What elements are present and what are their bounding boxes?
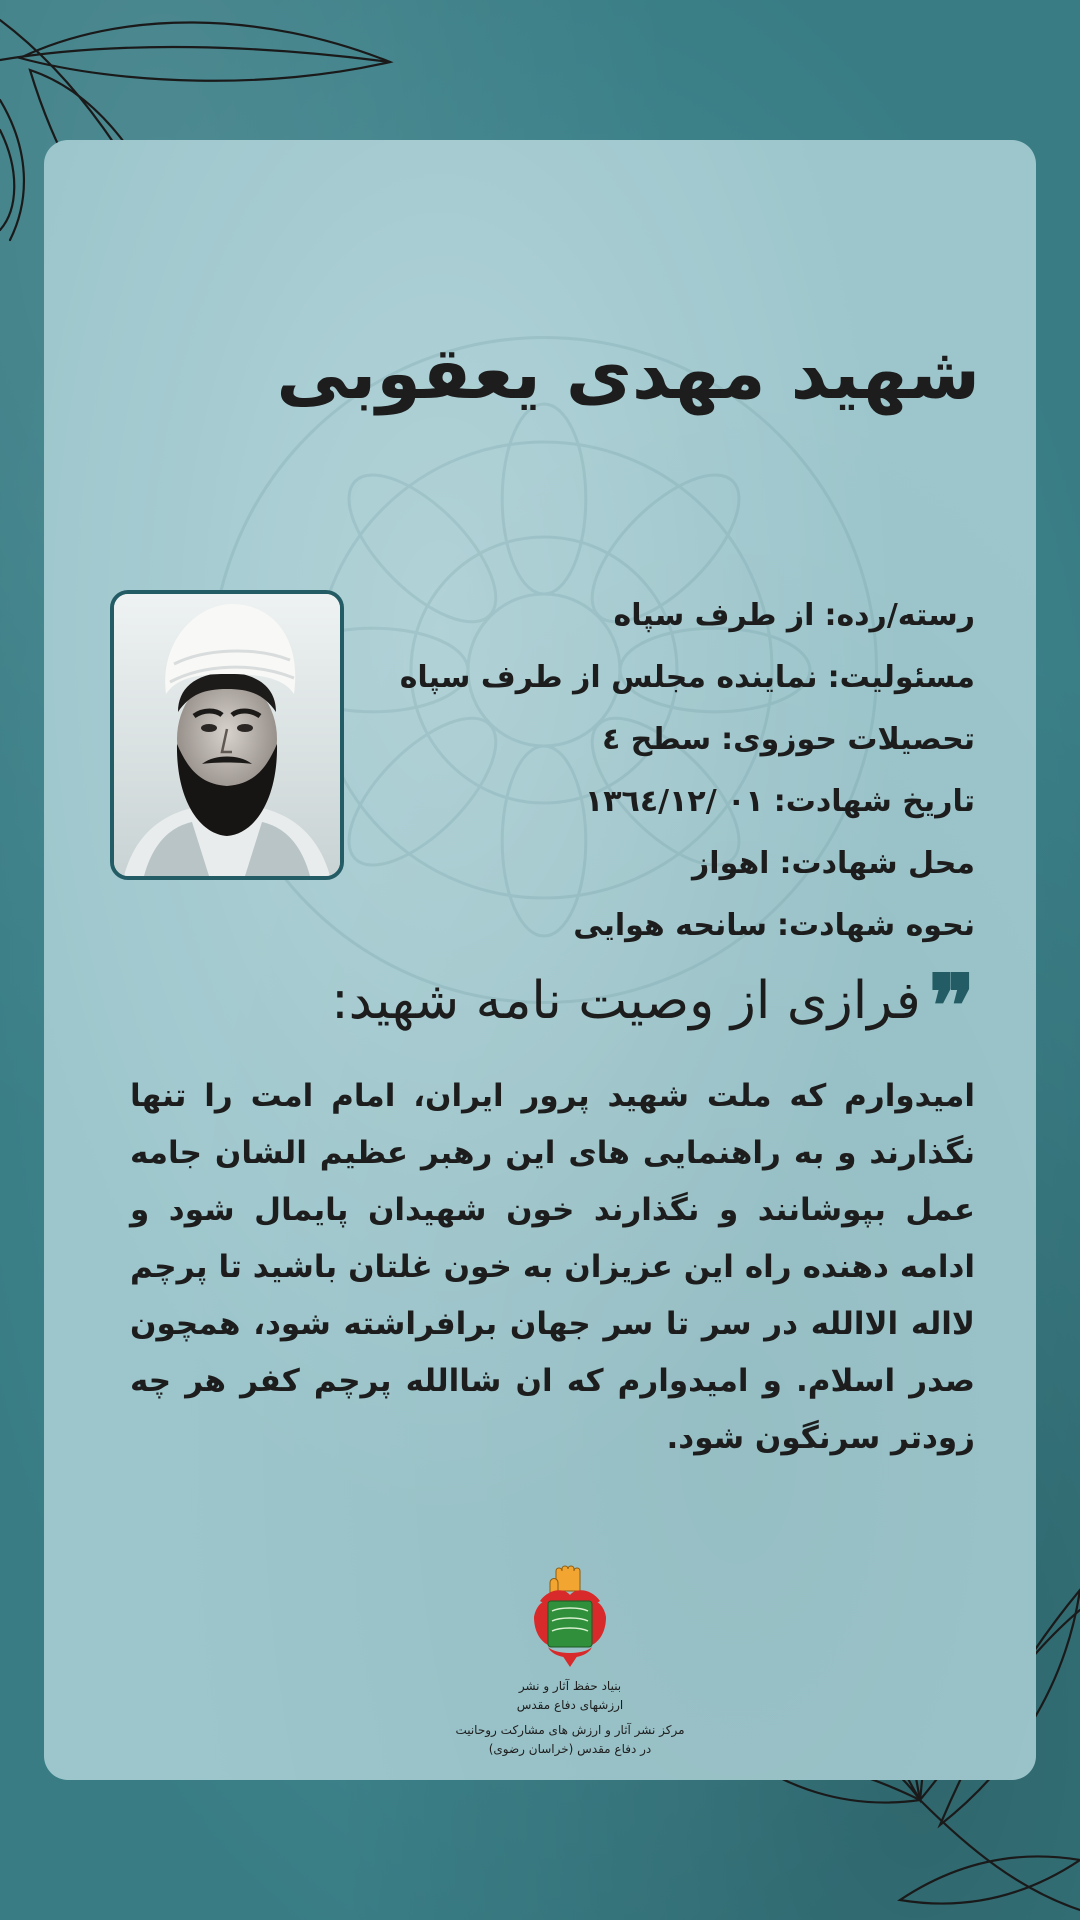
info-row-martyrdom-manner (375, 895, 975, 957)
org-line-4: در دفاع مقدس (خراسان رضوی) (488, 1742, 652, 1756)
info-row-responsibility (375, 647, 975, 709)
info-row-martyrdom-place (375, 833, 975, 895)
foundation-emblem-icon (528, 1565, 612, 1669)
will-heading-text: فرازی از وصیت نامه شهید: (331, 971, 921, 1031)
org-line-1: بنیاد حفظ آثار و نشر (518, 1679, 622, 1693)
will-excerpt-text: امیدوارم که ملت شهید پرور ایران، امام امت را تنها نگذارند و به راهنمایی های این رهبر عظیم الشان جامه عمل بپوشانند و نگذارند خون شهیدان پایمال شود و ادامه دهنده راه این عزیزان به خون غلتان باشید تا پرچم لااله الاالله در سر تا سر جهان برافراشته شود، همچون صدر اسلام. و امیدوارم که ان شاالله پرچم کفر هر چه زودتر سرنگون شود. (130, 1078, 975, 1456)
will-excerpt-heading (155, 956, 975, 1057)
info-value: ٠١ /١٣٦٤/١٢ (584, 784, 764, 819)
portrait-photo (110, 590, 344, 880)
info-value: سانحه هوایی (573, 908, 768, 943)
info-label: تحصیلات حوزوی: (721, 722, 975, 757)
info-value: نماینده مجلس از طرف سپاه (399, 660, 818, 695)
info-row-martyrdom-date (375, 771, 975, 833)
info-label: محل شهادت: (779, 846, 975, 881)
info-label: مسئولیت: (827, 660, 975, 695)
info-label: تاریخ شهادت: (773, 784, 975, 819)
organization-logo (420, 1565, 720, 1759)
info-label: نحوه شهادت: (777, 908, 975, 943)
quote-mark-icon: ❞ (928, 956, 975, 1057)
portrait-illustration (114, 594, 340, 876)
info-row-rank (375, 585, 975, 647)
info-value: از طرف سپاه (613, 598, 815, 633)
org-line-3: مرکز نشر آثار و ارزش های مشارکت روحانیت (455, 1723, 685, 1737)
info-row-education (375, 709, 975, 771)
org-line-2: ارزشهای دفاع مقدس (516, 1698, 624, 1712)
info-value: اهواز (692, 846, 770, 881)
martyr-name-title: شهید مهدی یعقوبی (276, 331, 980, 415)
info-list (375, 585, 975, 957)
info-label: رسته/رده: (824, 598, 975, 633)
info-value: سطح ٤ (601, 722, 712, 757)
